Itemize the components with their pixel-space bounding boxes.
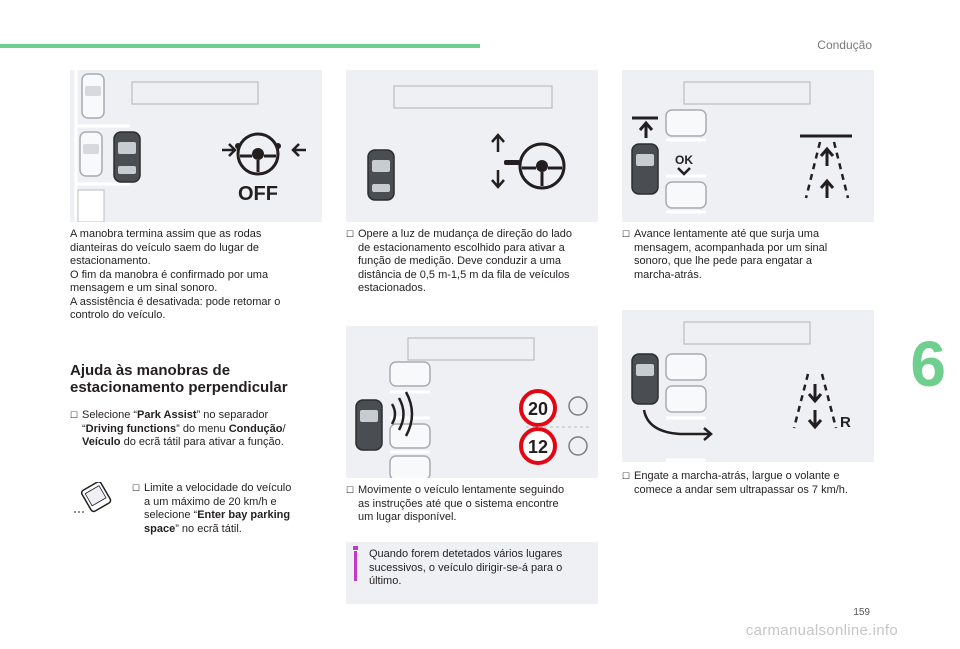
text-line: sucessivos, o veículo dirigir-se-á para o — [369, 561, 563, 574]
info-icon-bar — [354, 551, 357, 581]
off-label: OFF — [238, 183, 278, 205]
text-line: dianteiras do veículo saem do lugar de — [70, 241, 259, 254]
text-line: Engate a marcha-atrás, largue o volante e — [634, 470, 840, 482]
section-heading — [70, 362, 322, 396]
text-line: mensagem, acompanhada por um sinal — [634, 241, 828, 254]
car-icon — [356, 400, 382, 450]
bay-arrows-icon — [821, 149, 833, 198]
speed-sign-upper-icon — [521, 391, 555, 425]
speed-lower-label: 12 — [527, 437, 549, 457]
bullet-advance-slowly — [622, 228, 874, 282]
text-line: mensagem e um sinal sonoro. — [70, 282, 218, 294]
text-line: A manobra termina assim que as rodas — [70, 228, 262, 240]
illustration-reverse — [622, 310, 874, 462]
text-line: Quando forem detetados vários lugares — [369, 548, 563, 560]
bay-reverse-arrows-icon — [809, 384, 821, 427]
steering-wheel-icon — [504, 144, 564, 188]
car-icon — [632, 144, 658, 194]
info-icon — [353, 546, 358, 550]
text-line: sonoro, que lhe pede para engatar a — [634, 255, 812, 267]
speed-sign-lower-icon — [521, 429, 555, 463]
chapter-number: 6 — [910, 328, 946, 400]
text-line: Limite a velocidade do veículo — [144, 482, 292, 494]
text-line: um lugar disponível. — [358, 511, 457, 523]
text-line: distância de 0,5 m-1,5 m da fila de veículos — [358, 268, 570, 281]
text-line: Opere a luz de mudança de direção do lado — [358, 228, 573, 240]
ghost-car-icon — [82, 74, 104, 118]
bullet-marker-icon: ☐ — [622, 471, 631, 481]
text-line: marcha-atrás. — [634, 268, 702, 281]
forward-arrow-icon — [640, 123, 652, 138]
text-line: Movimente o veículo lentamente seguindo — [358, 484, 565, 496]
text-line: controlo do veículo. — [70, 309, 166, 321]
car-icon — [368, 150, 394, 200]
car-icon — [632, 354, 658, 404]
text-line: comece a andar sem ultrapassar os 7 km/h. — [634, 483, 848, 496]
bullet-marker-icon: ☐ — [346, 229, 355, 239]
illustration-search-space — [346, 326, 598, 478]
text-line: função de medição. Deve conduzir a uma — [358, 255, 562, 267]
illustration-exit-manoeuvre — [70, 70, 322, 222]
bullet-engage-reverse — [622, 470, 874, 497]
ok-label: OK — [675, 153, 693, 167]
section-title: Condução — [817, 38, 872, 52]
text-line: as instruções até que o sistema encontre — [358, 497, 559, 510]
heading-line: estacionamento perpendicular — [70, 379, 288, 396]
speed-upper-label: 20 — [527, 399, 549, 419]
text-line: Avance lentamente até que surja uma — [634, 228, 820, 240]
bullet-marker-icon: ☐ — [622, 229, 631, 239]
illustration-indicator — [346, 70, 598, 222]
reverse-gear-label: R — [840, 414, 851, 431]
page-number: 159 — [853, 607, 870, 618]
bullet-indicator — [346, 228, 598, 296]
bullet-marker-icon: ☐ — [346, 485, 355, 495]
text-line: último. — [369, 575, 402, 587]
text-line: A assistência é desativada: pode retomar o — [70, 295, 281, 308]
indicator-stalk-icon — [492, 135, 504, 187]
bullet-select-park-assist: ☐ Selecione “Park Assist” no separador “Driving functions” do menu Condução/ Veículo do ecrã tátil para ativar a função. — [70, 409, 286, 448]
chevron-down-icon — [678, 168, 690, 174]
release-arrows-icon — [222, 144, 306, 156]
text-line: O fim da manobra é confirmado por uma — [70, 268, 269, 281]
bullet-limit-speed: ☐ Limite a velocidade do veículo a um máximo de 20 km/h e selecione “Enter bay parking space” no ecrã tátil. — [132, 482, 322, 536]
info-note-box — [346, 542, 598, 604]
car-icon — [114, 132, 140, 182]
steering-wheel-icon — [235, 134, 281, 174]
info-note-text — [369, 548, 588, 589]
bullet-move-slowly — [346, 484, 598, 525]
header-accent-bar — [0, 44, 480, 48]
bullet-marker-icon: ☐ — [70, 410, 79, 420]
steering-wheel-small-icon — [569, 397, 587, 455]
watermark: carmanualsonline.info — [745, 622, 898, 639]
illustration-advance-ok — [622, 70, 874, 222]
heading-line: Ajuda às manobras de — [70, 362, 231, 379]
text-line: estacionados. — [358, 282, 426, 294]
text-line: a um máximo de 20 km/h e — [144, 495, 277, 508]
text-line: estacionamento. — [70, 255, 151, 267]
reverse-path-arrow-icon — [644, 410, 711, 440]
exit-manoeuvre-text — [70, 228, 322, 323]
bullet-marker-icon: ☐ — [132, 483, 141, 493]
text-line: de estacionamento escolhido para ativar a — [358, 241, 565, 254]
touch-screen-icon — [72, 482, 116, 516]
